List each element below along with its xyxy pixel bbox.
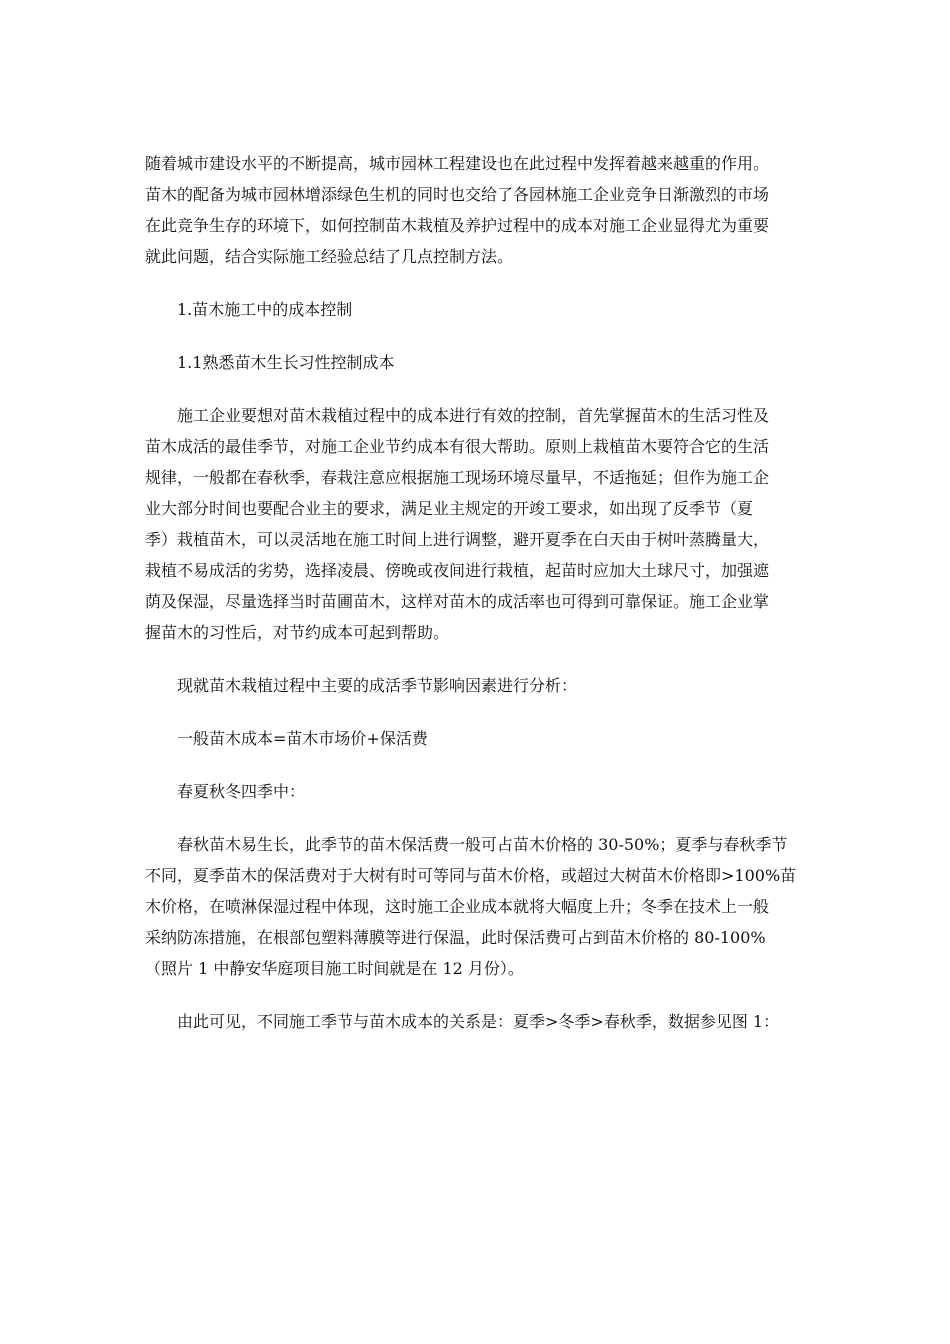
- seasons-paragraph: [145, 776, 809, 807]
- paragraph-line: 季）栽植苗木，可以灵活地在施工时间上进行调整，避开夏季在白天由于树叶蒸腾量大，: [145, 530, 770, 549]
- paragraph-line: 规律，一般都在春秋季，春栽注意应根据施工现场环境尽量早，不适拖延；但作为施工企: [145, 468, 770, 487]
- paragraph-line: 握苗木的习性后，对节约成本可起到帮助。: [145, 623, 450, 642]
- section-heading: 1.苗木施工中的成本控制: [177, 300, 353, 319]
- paragraph-line: 采纳防冻措施，在根部包塑料薄膜等进行保温，此时保活费可占到苗木价格的 80-100%: [145, 928, 766, 947]
- paragraph-line: 木价格，在喷淋保湿过程中体现，这时施工企业成本就将大幅度上升；冬季在技术上一般: [145, 897, 770, 916]
- intro-line: 在此竞争生存的环境下，如何控制苗木栽植及养护过程中的成本对施工企业显得尤为重要: [145, 216, 770, 235]
- paragraph-line: 不同，夏季苗木的保活费对于大树有时可等同与苗木价格，或超过大树苗木价格即>100%苗: [145, 866, 797, 885]
- conclusion-paragraph: [145, 1006, 809, 1037]
- analysis-paragraph: [145, 670, 809, 701]
- paragraph-line: 荫及保湿，尽量选择当时苗圃苗木，这样对苗木的成活率也可得到可靠保证。施工企业掌: [145, 592, 770, 611]
- cost-formula: 一般苗木成本=苗木市场价+保活费: [177, 729, 428, 748]
- subsection-heading: 1.1熟悉苗木生长习性控制成本: [177, 353, 395, 372]
- costs-paragraph: [145, 829, 809, 984]
- paragraph-line: 现就苗木栽植过程中主要的成活季节影响因素进行分析：: [177, 676, 578, 695]
- intro-paragraph: [145, 148, 809, 272]
- paragraph-line: 栽植不易成活的劣势，选择凌晨、傍晚或夜间进行栽植，起苗时应加大土球尺寸，加强遮: [145, 561, 770, 580]
- paragraph-line: 春夏秋冬四季中：: [177, 782, 306, 801]
- section1-heading-block: [145, 294, 809, 325]
- paragraph-line: 苗木成活的最佳季节，对施工企业节约成本有很大帮助。原则上栽植苗木要符合它的生活: [145, 437, 770, 456]
- paragraph-line: 业大部分时间也要配合业主的要求，满足业主规定的开竣工要求，如出现了反季节（夏: [145, 499, 754, 518]
- formula-paragraph: [145, 723, 809, 754]
- paragraph-line: 春秋苗木易生长，此季节的苗木保活费一般可占苗木价格的 30-50%；夏季与春秋季节: [177, 835, 788, 854]
- paragraph-line: 由此可见，不同施工季节与苗木成本的关系是：夏季>冬季>春秋季，数据参见图 1：: [177, 1012, 780, 1031]
- paragraph-line: 施工企业要想对苗木栽植过程中的成本进行有效的控制，首先掌握苗木的生活习性及: [177, 406, 770, 425]
- intro-line: 苗木的配备为城市园林增添绿色生机的同时也交给了各园林施工企业竞争日渐激烈的市场: [145, 185, 770, 204]
- paragraph-line: （照片 1 中静安华庭项目施工时间就是在 12 月份）。: [145, 959, 524, 978]
- intro-line: 就此问题，结合实际施工经验总结了几点控制方法。: [145, 247, 514, 266]
- intro-line: 随着城市建设水平的不断提高，城市园林工程建设也在此过程中发挥着越来越重的作用。: [145, 154, 770, 173]
- section1-1-heading-block: [145, 347, 809, 378]
- document-body: [145, 148, 809, 1059]
- habits-paragraph: [145, 400, 809, 648]
